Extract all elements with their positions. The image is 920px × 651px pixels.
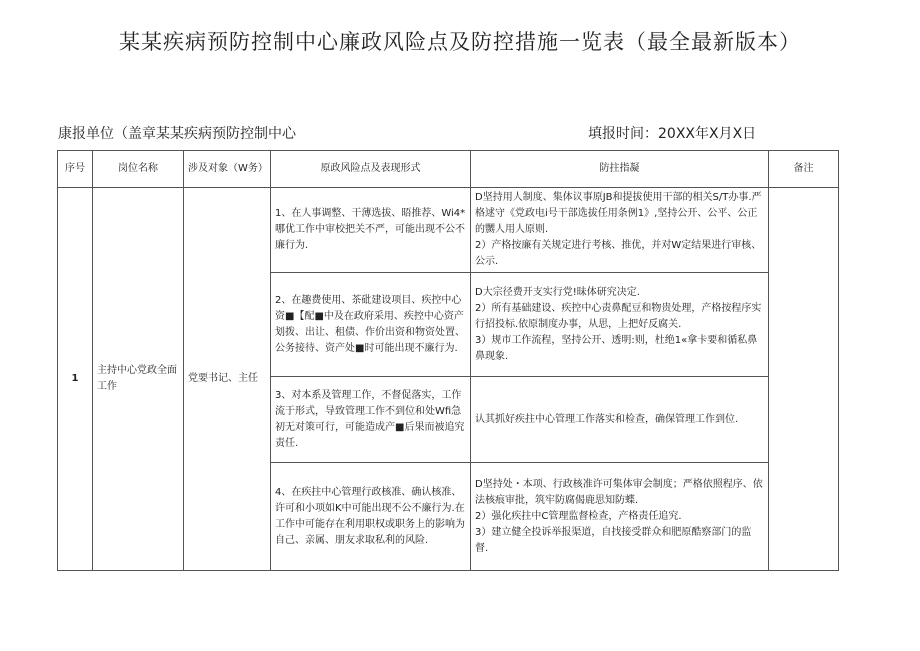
note-cell [769, 188, 839, 571]
measure-text: 3）建立健全投诉举报渠道，自找接受群众和肥原酷察部门的监督. [475, 526, 752, 554]
risk-text: 2、在趣费使用、茶砒建设项目、疾控中心资■【配■中及在政府采用、疾控中心资产划拨、出让、租债、作价出资和物资处置、公务接待、资产处■时可能出现不廉行为. [275, 294, 465, 354]
risk-table [57, 150, 839, 571]
table-row [58, 188, 839, 273]
measure-text: 2）强化疾拄中C管理监督检查，产格责任追究. [475, 510, 682, 522]
reporting-unit: 康报单位（盖章某某疾病预防控制中心 [58, 126, 296, 142]
table-header-row [58, 151, 839, 188]
risk-text: 1、在人事调整、干薄选拔、晤推荐、Wi4*哪优工作中审校把关不严，可能出现不公不廉行为. [275, 208, 466, 251]
risk-text: 4、在疾拄中心管理行政核准、确认核准、许可和小项如K中可能出现不公不廉行为.在工作中可能存在利用职权或职务上的影响为自己、亲属、朋友求取私利的风险. [275, 486, 465, 546]
header-post: 岗位名称 [93, 151, 184, 188]
measure-text: D大宗径费开支实行党!昧体研究决定. [475, 286, 640, 298]
risk-cell [271, 188, 471, 273]
measure-cell [471, 273, 769, 377]
measure-cell [471, 463, 769, 571]
post-name: 主持中心党政全面工作 [93, 188, 184, 571]
header-risk: 原政风险点及表现形式 [271, 151, 471, 188]
measure-cell [471, 188, 769, 273]
risk-cell [271, 273, 471, 377]
risk-cell [271, 377, 471, 463]
measure-text: 2）产格按廉有关规定进行考核、推优，并对W定结果进行审核、公示. [475, 240, 762, 267]
involved-object: 党要书记、主任 [184, 188, 271, 571]
header-measure: 防拄指凝 [471, 151, 769, 188]
risk-text: 3、对本系及管理工作，不督促落实，工作流于形式，导致管理工作不到位和处Wfi急初无对策可行，可能造成产■后果而被追究责任. [275, 389, 465, 449]
header-note: 备注 [769, 151, 839, 188]
measure-text: D坚持用人制度、集体议事原JB和提拔使用干部的相关S/T办事.严格逑守《党政电i号干部选拔任用条例1》,坚持公开、公平、公正的嬲人用人原则. [475, 192, 762, 235]
reporting-date: 填报时间：20XX年X月X日 [588, 126, 757, 142]
measure-text: 2）所有基础建设、疾控中心责鼻配豆和物贵处理，产格按程序实行招投标.依原制度办事，从思，上把好反腐关. [475, 302, 762, 330]
measure-cell [471, 377, 769, 463]
row-number: 1 [58, 188, 93, 571]
header-num: 序号 [58, 151, 93, 188]
header-object: 涉及对象（W务） [184, 151, 271, 188]
risk-cell [271, 463, 471, 571]
measure-text: 认其抓好疾拄中心管理工作落实和检查，确保管理工作到位. [475, 413, 739, 425]
document-title: 某某疾病预防控制中心廉政风险点及防控措施一览表（最全最新版本） [119, 30, 801, 54]
measure-text: 3）规市工作流程，坚持公开、透明:则，杜绝1«拿卡要和循私鼻鼻现象. [475, 334, 758, 362]
measure-text: D坚持处・本项、行政核准许可集体审会制度；严格依照程序、依法核痕审批，筑牢防腐偈鹿思知防蝶. [475, 478, 763, 506]
